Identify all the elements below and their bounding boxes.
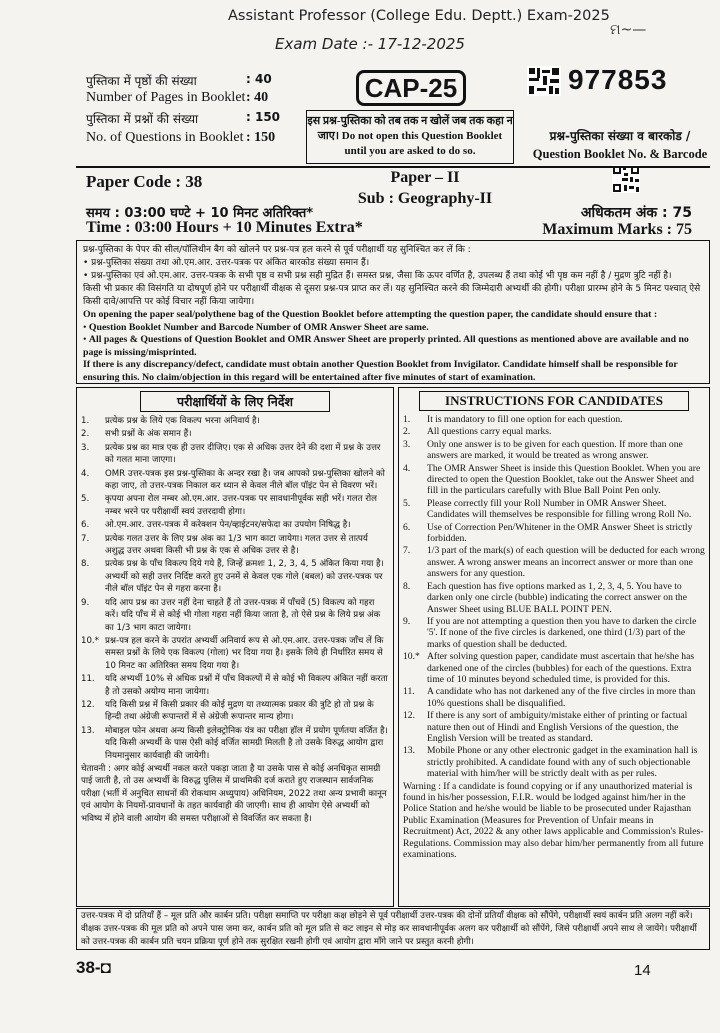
questions-label-en: No. of Questions in Booklet xyxy=(86,130,244,145)
instruction-text: 1/3 part of the mark(s) of each question will be deducted for each wrong answer. A wrong answer means an incorrect answer or more than one answers for any question. xyxy=(427,545,705,580)
max-marks-hindi: अधिकतम अंक : 75 xyxy=(580,205,692,221)
instruction-number: 2. xyxy=(403,426,411,438)
english-instruction-item xyxy=(399,426,709,437)
notice-hi-tail: किसी भी प्रकार की विसंगति या दोषपूर्ण होने पर परीक्षार्थी वीक्षक से दूसरा प्रश्न-पत्र प्राप्त कर लें। यह सुनिश्चित करने की जिम्मेदारी अभ्यर्थी की होगी। परीक्षा प्रारम्भ होने के 5 मिनट पश्चात् ऐसे किसी दावे/आपत्ति पर कोई विचार नहीं किया जायेगा। xyxy=(83,284,701,307)
instruction-text: A candidate who has not darkened any of the five circles in more than 10% questions shall be disqualified. xyxy=(427,686,696,709)
pages-value-hi: : 40 xyxy=(246,72,272,86)
english-instruction-item xyxy=(399,522,709,545)
english-instruction-item xyxy=(399,439,709,462)
instruction-text: प्रत्येक प्रश्न के पाँच विकल्प दिये गये हैं, जिन्हें क्रमशः 1, 2, 3, 4, 5 अंकित किया गया है। अभ्यर्थी को सही उत्तर निर्दिष्ट करते हुए उनमें से केवल एक गोले (बबल) को उत्तर-पत्रक पर नीले बॉल पॉइंट पेन से गहरा करना है। xyxy=(105,559,384,595)
hindi-instruction-item xyxy=(77,493,393,518)
hindi-instructions-list xyxy=(77,415,393,762)
instruction-number: 4. xyxy=(403,462,411,474)
instruction-number: 11. xyxy=(403,686,415,698)
instruction-number: 10.* xyxy=(403,651,420,663)
instruction-text: Mobile Phone or any other electronic gadget in the examination hall is strictly prohibited. A candidate found with any of such objectionable material with him/her will be strictly dealt with as per rules. xyxy=(427,745,698,780)
notice-en-tail: If there is any discrepancy/defect, candidate must obtain another Question Booklet from Invigilator. Candidate himself shall be responsible for ensuring this. No claim/objection in this regard will be entertained after five minutes of start of examination. xyxy=(83,359,678,383)
hindi-instruction-item xyxy=(77,415,393,427)
time-english: Time : 03:00 Hours + 10 Minutes Extra* xyxy=(86,219,363,236)
notice-en-bullet-1: • Question Booklet Number and Barcode Number of OMR Answer Sheet are same. xyxy=(83,321,429,333)
instruction-number: 4. xyxy=(81,468,90,479)
time-hindi: समय : 03:00 घण्टे + 10 मिनट अतिरिक्त* xyxy=(86,206,314,221)
instruction-text: All questions carry equal marks. xyxy=(427,426,552,438)
instruction-text: ओ.एम.आर. उत्तर-पत्रक में करेक्शन पेन/व्हाईटनर/सफेदा का उपयोग निषिद्ध है। xyxy=(105,520,351,531)
instruction-text: प्रत्येक प्रश्न के लिये एक विकल्प भरना अनिवार्य है। xyxy=(105,416,260,426)
booklet-label-hi: प्रश्न-पुस्तिका संख्या व बारकोड / xyxy=(549,129,691,143)
notice-hi-bullet-1: • प्रश्न-पुस्तिका संख्या तथा ओ.एम.आर. उत्तर-पत्रक पर अंकित बारकोड संख्या समान हैं। xyxy=(83,258,370,268)
pages-label-hi: पुस्तिका में पृष्ठों की संख्या xyxy=(86,74,197,88)
instruction-text: Only one answer is to be given for each question. If more than one answers are marked, it would be treated as wrong answer. xyxy=(427,438,683,462)
english-instruction-item xyxy=(399,414,709,425)
instruction-number: 2. xyxy=(81,429,90,440)
notice-hi-bullet-2: • प्रश्न-पुस्तिका एवं ओ.एम.आर. उत्तर-पत्रक के सभी पृष्ठ व सभी प्रश्न सही मुद्रित हैं। समस्त प्रश्न, जैसा कि ऊपर वर्णित है, उपलब्ध हैं तथा कोई भी पृष्ठ कम नहीं है / मुद्रण त्रुटि नहीं है। xyxy=(83,271,672,281)
instruction-number: 5. xyxy=(81,494,90,505)
english-instruction-item xyxy=(399,745,709,779)
max-marks-english: Maximum Marks : 75 xyxy=(542,221,692,238)
english-instructions-heading: INSTRUCTIONS FOR CANDIDATES xyxy=(419,391,689,411)
hindi-instruction-item xyxy=(77,533,393,558)
english-instructions-list xyxy=(399,414,709,780)
instruction-number: 3. xyxy=(81,442,90,453)
instruction-number: 13. xyxy=(81,725,95,736)
instruction-text: It is mandatory to fill one option for each question. xyxy=(427,414,623,425)
seal-opening-notice xyxy=(76,240,710,384)
english-instruction-item xyxy=(399,616,709,650)
english-instruction-item xyxy=(399,651,709,685)
instruction-text: मोबाइल फोन अथवा अन्य किसी इलेक्ट्रोनिक यंत्र का परीक्षा हॉल में प्रयोग पूर्णतया वर्जित है। यदि किसी अभ्यर्थी के पास ऐसी कोई वर्जित सामग्री मिलती है तो उसके विरुद्ध आयोग द्वारा नियमानुसार कार्यवाही की जायेगी। xyxy=(105,725,388,761)
instruction-text: OMR उत्तर-पत्रक इस प्रश्न-पुस्तिका के अन्दर रखा है। जब आपको प्रश्न-पुस्तिका खोलने को कहा जाए, तो उत्तर-पत्रक निकाल कर ध्यान से केवल नीले बॉल पॉइंट पेन से विवरण भरें। xyxy=(105,468,385,492)
page-code: 38-◘ xyxy=(76,958,111,977)
questions-label-hi: पुस्तिका में प्रश्नों की संख्या xyxy=(86,112,199,126)
instruction-number: 1. xyxy=(403,414,411,425)
hindi-instruction-item xyxy=(77,558,393,595)
instruction-number: 12. xyxy=(81,699,95,710)
instruction-number: 12. xyxy=(403,710,415,722)
notice-en-bullet-2: • All pages & Questions of Question Booklet and OMR Answer Sheet are properly printed. All questions as mentioned above are available and no page is missing/misprinted. xyxy=(83,334,689,358)
notice-en-intro: On opening the paper seal/polythene bag of the Question Booklet before attempting the question paper, the candidate should ensure that : xyxy=(83,309,658,320)
english-instruction-item xyxy=(399,463,709,497)
instruction-number: 3. xyxy=(403,438,411,450)
handwritten-exam-title: Assistant Professor (College Edu. Deptt.) Exam-2025 xyxy=(228,8,610,24)
instruction-number: 13. xyxy=(403,745,415,757)
instruction-text: If there is any sort of ambiguity/mistake either of printing or factual nature then out of Hindi and English Versions of the question, the English Version will be treated as standard. xyxy=(427,710,688,744)
instruction-number: 9. xyxy=(403,615,411,627)
pages-value-en: : 40 xyxy=(246,90,269,105)
english-instruction-item xyxy=(399,686,709,709)
hindi-instruction-item xyxy=(77,699,393,724)
instruction-number: 6. xyxy=(403,521,411,533)
instruction-text: Please correctly fill your Roll Number in OMR Answer Sheet. Candidates will themselves be responsible for filling wrong Roll No. xyxy=(427,497,692,521)
do-not-open-warning: इस प्रश्न-पुस्तिका को तब तक न खोलें जब तक कहा न जाए। Do not open this Question Booklet until you are asked to do so. xyxy=(306,110,514,164)
instruction-number: 7. xyxy=(403,545,411,557)
instruction-text: After solving question paper, candidate must ascertain that he/she has darkened one of the circles (bubbles) for each of the questions. Extra time of 10 minutes beyond scheduled time, is provided for this. xyxy=(427,651,695,685)
instruction-text: प्रत्येक प्रश्न का मात्र एक ही उत्तर दीजिए। एक से अधिक उत्तर देने की दशा में प्रश्न के उत्तर को गलत माना जाएगा। xyxy=(105,442,381,466)
pages-label-en: Number of Pages in Booklet xyxy=(86,90,246,105)
instruction-number: 9. xyxy=(81,597,90,608)
paper-subject-block xyxy=(350,167,500,209)
corner-scribble: ମ~— xyxy=(610,22,647,38)
hindi-instructions-heading: परीक्षार्थियों के लिए निर्देश xyxy=(140,391,330,412)
answer-sheet-copy-notice: उत्तर-पत्रक में दो प्रतियाँ हैं – मूल प्रति और कार्बन प्रति। परीक्षा समाप्ति पर परीक्षा कक्ष छोड़ने से पूर्व परीक्षार्थी उत्तर-पत्रक की दोनों प्रतियाँ वीक्षक को सौंपेंगे, परीक्षार्थी स्वयं कार्बन प्रति अलग नहीं करें। वीक्षक उत्तर-पत्रक की मूल प्रति को अपने पास जमा कर, कार्बन प्रति को मूल प्रति से कट लाइन से मोड़ कर सावधानीपूर्वक अलग कर परीक्षार्थी को सौंपेंगे, जिसे परीक्षार्थी अपने साथ ले जायेंगे। परीक्षार्थी को उत्तर-पत्रक की कार्बन प्रति चयन प्रक्रिया पूर्ण होने तक सुरक्षित रखनी होगी एवं आयोग द्वारा माँगे जाने पर प्रस्तुत करनी होगी। xyxy=(76,908,710,950)
hindi-instruction-item xyxy=(77,428,393,440)
instruction-text: यदि आप प्रश्न का उत्तर नहीं देना चाहते हैं तो उत्तर-पत्रक में पाँचवें (5) विकल्प को गहरा करें। यदि पाँच में से कोई भी गोला गहरा नहीं किया जाता है, तो ऐसे प्रश्न के लिये प्रश्न अंक का 1/3 भाग काटा जायेगा। xyxy=(105,597,381,633)
booklet-label-en: Question Booklet No. & Barcode xyxy=(532,147,708,161)
questions-value-hi: : 150 xyxy=(246,110,281,124)
hindi-warning: चेतावनी : अगर कोई अभ्यर्थी नकल करते पकड़ा जाता है या उसके पास से कोई अनधिकृत सामग्री पाई जाती है, तो उस अभ्यर्थी के विरुद्ध पुलिस में प्राथमिकी दर्ज कराते हुए राजस्थान सार्वजनिक परीक्षा (भर्ती में अनुचित साधनों की रोकथाम अध्युपाय) अधिनियम, 2022 तथा अन्य प्रभावी कानून एवं आयोग के नियमों-प्रावधानों के तहत कार्यवाही की जाएगी। साथ ही आयोग ऐसे अभ्यर्थी को भविष्य में होने वाली आयोग की समस्त परीक्षाओं से विवर्जित कर सकता है। xyxy=(81,763,387,824)
booklet-barcode-label xyxy=(525,127,715,163)
hindi-instructions-panel xyxy=(76,387,394,907)
series-code-badge: CAP-25 xyxy=(356,70,466,106)
instruction-number: 11. xyxy=(81,674,95,685)
instruction-text: कृपया अपना रोल नम्बर ओ.एम.आर. उत्तर-पत्रक पर सावधानीपूर्वक सही भरें। गलत रोल नम्बर भरने पर परीक्षार्थी स्वयं उत्तरदायी होगा। xyxy=(105,494,377,517)
english-instruction-item xyxy=(399,581,709,615)
subject-name: Sub : Geography-II xyxy=(357,190,493,207)
hindi-instruction-item xyxy=(77,519,393,531)
instruction-number: 7. xyxy=(81,533,90,544)
instruction-number: 10.* xyxy=(81,635,99,646)
instruction-number: 1. xyxy=(81,416,90,426)
instruction-text: यदि अभ्यर्थी 10% से अधिक प्रश्नों में पाँच विकल्पों में से कोई भी विकल्प अंकित नहीं करता है तो उसको अयोग्य माना जायेगा। xyxy=(105,674,388,697)
english-warning: Warning : If a candidate is found copying or if any unauthorized material is found in his/her possession, F.I.R. would be lodged against him/her in the Police Station and he/she would be liable to be prosecuted under Rajasthan Public Examination (Measures for Prevention of Unfair means in Recruitment) Act, 2022 & any other laws applicable and Commission's Rules-Regulations. Commission may also debar him/her permanently from all future examinations. xyxy=(403,780,704,861)
english-instruction-item xyxy=(399,498,709,521)
hindi-instruction-item xyxy=(77,468,393,493)
english-instruction-item xyxy=(399,710,709,744)
paper-code: Paper Code : 38 xyxy=(86,172,203,191)
qr-code-icon xyxy=(612,165,640,193)
handwritten-exam-date: Exam Date :- 17-12-2025 xyxy=(275,35,465,53)
instruction-text: The OMR Answer Sheet is inside this Question Booklet. When you are directed to open the Question Booklet, take out the Answer Sheet and fill in the particulars carefully with Blue Ball Point Pen only. xyxy=(427,462,701,497)
questions-value-en: : 150 xyxy=(246,130,276,145)
hindi-instruction-item xyxy=(77,673,393,698)
hindi-instruction-item xyxy=(77,597,393,634)
page-number: 14 xyxy=(634,962,651,979)
instruction-text: सभी प्रश्नों के अंक समान हैं। xyxy=(105,429,192,440)
barcode-pattern-icon xyxy=(527,66,561,96)
instruction-text: Each question has five options marked as 1, 2, 3, 4, 5. You have to darken only one circle (bubble) indicating the correct answer on the Answer Sheet using BLUE BALL POINT PEN. xyxy=(427,580,687,615)
hindi-instruction-item xyxy=(77,635,393,672)
english-instruction-item xyxy=(399,545,709,579)
booklet-number: 977853 xyxy=(568,64,668,95)
instruction-number: 8. xyxy=(403,580,411,592)
instruction-text: Use of Correction Pen/Whitener in the OMR Answer Sheet is strictly forbidden. xyxy=(427,521,693,545)
hindi-instruction-item xyxy=(77,725,393,762)
english-instructions-panel xyxy=(398,387,710,907)
instruction-text: If you are not attempting a question then you have to darken the circle '5'. If none of the five circles is darkened, one third (1/3) part of the marks of question shall be deducted. xyxy=(427,615,697,650)
instruction-number: 6. xyxy=(81,520,90,531)
instruction-number: 8. xyxy=(81,559,90,570)
instruction-text: यदि किसी प्रश्न में किसी प्रकार की कोई मुद्रण या तथ्यात्मक प्रकार की त्रुटि हो तो प्रश्न के हिन्दी तथा अंग्रेजी रूपान्तरों में से अंग्रेजी रूपान्तर मान्य होगा। xyxy=(105,699,374,723)
instruction-number: 5. xyxy=(403,497,411,509)
instruction-text: प्रश्न-पत्र हल करने के उपरांत अभ्यर्थी अनिवार्य रूप से ओ.एम.आर. उत्तर-पत्रक जाँच लें कि समस्त प्रश्नों के लिये एक विकल्प (गोला) भर दिया गया है। इसके लिये ही निर्धारित समय से 10 मिनट का अतिरिक्त समय दिया गया है। xyxy=(105,635,384,671)
instruction-text: प्रत्येक गलत उत्तर के लिए प्रश्न अंक का 1/3 भाग काटा जायेगा। गलत उत्तर से तात्पर्य अशुद्ध उत्तर अथवा किसी भी प्रश्न के एक से अधिक उत्तर से है। xyxy=(105,533,368,557)
hindi-instruction-item xyxy=(77,442,393,467)
notice-hi-intro: प्रश्न-पुस्तिका के पेपर की सील/पॉलिथीन बैग को खोलने पर प्रश्न-पत्र हल करने से पूर्व परीक्षार्थी यह सुनिश्चित कर लें कि : xyxy=(83,245,471,255)
paper-number: Paper – II xyxy=(390,169,460,186)
